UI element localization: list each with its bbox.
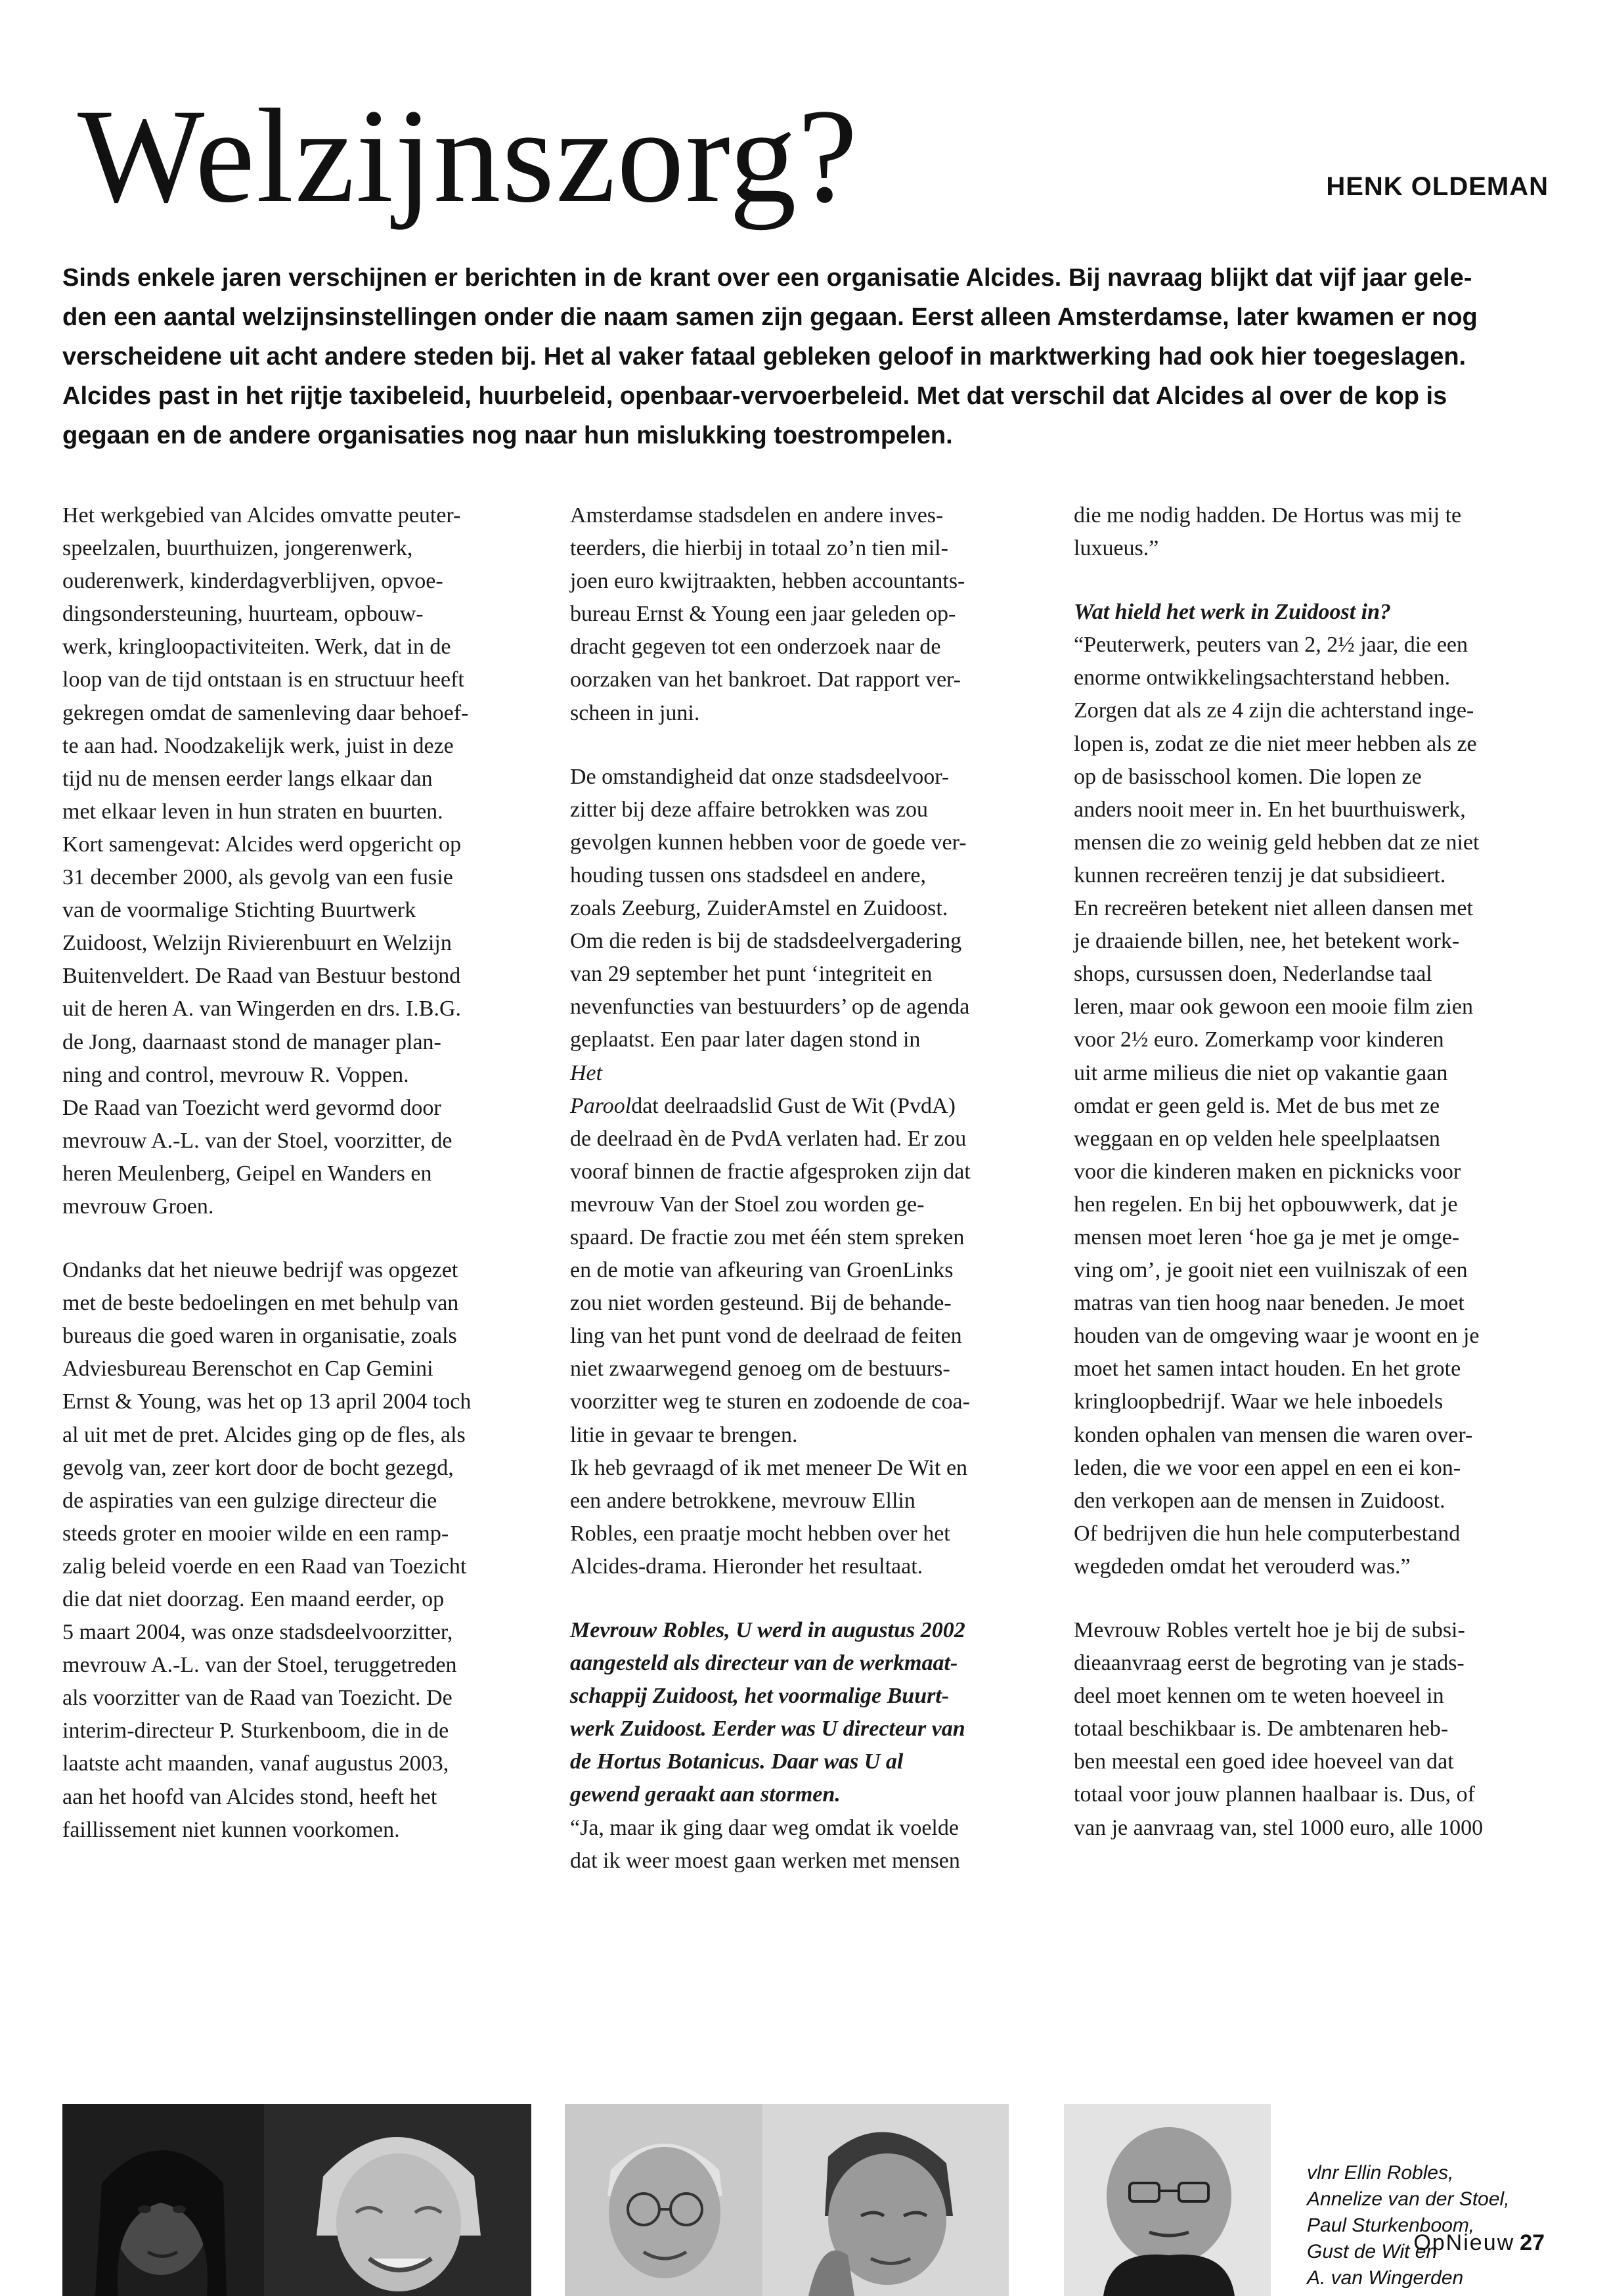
text-line: steeds groter en mooier wilde en een ramp-: [62, 1521, 449, 1546]
lead-line: Alcides past in het rijtje taxibeleid, huurbeleid, openbaar-vervoerbeleid. Met dat verschil dat Alcides al over de kop is: [62, 382, 1447, 410]
text-line: loop van de tijd ontstaan is en structuur heeft: [62, 667, 464, 692]
text-line: zou niet worden gesteund. Bij de behande-: [570, 1291, 952, 1316]
text-line: faillissement niet kunnen voorkomen.: [62, 1817, 400, 1842]
text-line: Het werkgebied van Alcides omvatte peuter-: [62, 503, 461, 528]
text-line: op de basisschool komen. Die lopen ze: [1074, 764, 1422, 789]
text-line: teerders, die hierbij in totaal zo’n tien mil-: [570, 536, 948, 561]
text-line: weggaan en op velden hele speelplaatsen: [1074, 1126, 1440, 1151]
text-line: van de voormalige Stichting Buurtwerk: [62, 898, 416, 923]
portrait-photo-paul-sturkenboom: [565, 2104, 762, 2296]
text-line: Buitenveldert. De Raad van Bestuur bestond: [62, 964, 461, 989]
text-line: Ondanks dat het nieuwe bedrijf was opgezet: [62, 1258, 458, 1283]
text-line: omdat er geen geld is. Met de bus met ze: [1074, 1093, 1440, 1118]
paragraph-gap: [570, 730, 1056, 761]
text-line: mensen die zo weinig geld hebben dat ze niet: [1074, 830, 1480, 855]
interview-question-line: werk Zuidoost. Eerder was U directeur van: [570, 1717, 965, 1742]
text-line: zoals Zeeburg, ZuiderAmstel en Zuidoost.: [570, 896, 948, 921]
text-line: Alcides-drama. Hieronder het resultaat.: [570, 1554, 923, 1579]
text-line: ling van het punt vond de deelraad de feiten: [570, 1324, 962, 1349]
photo-caption: [1307, 2160, 1583, 2291]
text-line: mevrouw Groen.: [62, 1194, 214, 1219]
text-line: zitter bij deze affaire betrokken was zou: [570, 797, 928, 822]
magazine-name: OpNieuw: [1413, 2230, 1515, 2255]
text-line: kunnen recreëren tenzij je dat subsidieert.: [1074, 863, 1446, 888]
text-line: moet het samen intact houden. En het grote: [1074, 1357, 1461, 1382]
text-line: “Ja, maar ik ging daar weg omdat ik voelde: [570, 1815, 959, 1840]
text-line: leden, die we voor een appel en een ei kon-: [1074, 1455, 1461, 1480]
text-line: scheen in juni.: [570, 700, 700, 725]
interview-question-line: schappij Zuidoost, het voormalige Buurt-: [570, 1684, 950, 1709]
text-line: voorzitter weg te sturen en zodoende de coa-: [570, 1389, 970, 1414]
caption-line: vlnr Ellin Robles,: [1307, 2162, 1454, 2184]
text-column-1: [62, 499, 535, 1847]
text-line: dingsondersteuning, huurteam, opbouw-: [62, 602, 424, 627]
text-line: van 29 september het punt ‘integriteit en: [570, 962, 933, 987]
text-line: gevolgen kunnen hebben voor de goede ver-: [570, 830, 967, 855]
text-line: gekregen omdat de samenleving daar behoef-: [62, 700, 469, 725]
interview-question: Wat hield het werk in Zuidoost in?: [1074, 600, 1392, 625]
paragraph-gap: [62, 1223, 535, 1254]
text-line: geplaatst. Een paar later dagen stond in: [570, 1027, 921, 1052]
text-line: De omstandigheid dat onze stadsdeelvoor-: [570, 764, 950, 789]
text-line: [570, 1057, 1056, 1090]
text-line: als voorzitter van de Raad van Toezicht. De: [62, 1686, 452, 1711]
text-line: 31 december 2000, als gevolg van een fusie: [62, 865, 453, 890]
text-line: voor 2½ euro. Zomerkamp voor kinderen: [1074, 1027, 1444, 1052]
text-line: Zuidoost, Welzijn Rivierenbuurt en Welzijn: [62, 931, 452, 956]
text-line: Kort samengevat: Alcides werd opgericht op: [62, 832, 462, 857]
text-line: dracht gegeven tot een onderzoek naar de: [570, 635, 941, 660]
interview-question-line: aangesteld als directeur van de werkmaat-: [570, 1651, 958, 1676]
text-line: met de beste bedoelingen en met behulp van: [62, 1291, 459, 1316]
text-line: Ernst & Young, was het op 13 april 2004 toch: [62, 1389, 472, 1414]
text-column-2: [570, 499, 1056, 1878]
interview-question-line: gewend geraakt aan stormen.: [570, 1782, 841, 1807]
text-line: kringloopbedrijf. Waar we hele inboedels: [1074, 1389, 1444, 1414]
text-line: oorzaken van het bankroet. Dat rapport ver-: [570, 667, 961, 692]
text-line: je draaiende billen, nee, het betekent work-: [1074, 929, 1460, 954]
text-line: al uit met de pret. Alcides ging op de fles, als: [62, 1422, 466, 1447]
text-line: “Peuterwerk, peuters van 2, 2½ jaar, die een: [1074, 633, 1468, 658]
portrait-photo-a-van-wingerden: [1064, 2104, 1271, 2296]
text-line: heren Meulenberg, Geipel en Wanders en: [62, 1161, 432, 1186]
text-line: zalig beleid voerde en een Raad van Toezicht: [62, 1554, 467, 1579]
text-line: interim-directeur P. Sturkenboom, die in de: [62, 1719, 449, 1744]
text-line: enorme ontwikkelingsachterstand hebben.: [1074, 665, 1451, 690]
text-line: matras van tien hoog naar beneden. Je moet: [1074, 1291, 1465, 1316]
text-column-3: [1074, 499, 1547, 1845]
text-line: Robles, een praatje mocht hebben over het: [570, 1521, 950, 1546]
text-line: joen euro kwijtraakten, hebben accountants-: [570, 569, 965, 594]
text-line: uit arme milieus die niet op vakantie gaan: [1074, 1060, 1448, 1085]
text-line: te aan had. Noodzakelijk werk, juist in deze: [62, 733, 454, 758]
text-line: ning and control, mevrouw R. Voppen.: [62, 1062, 409, 1087]
text-line: ben meestal een goed idee hoeveel van dat: [1074, 1749, 1454, 1774]
text-line: nevenfuncties van bestuurders’ op de agenda: [570, 995, 970, 1020]
text-line: tijd nu de mensen eerder langs elkaar dan: [62, 766, 433, 791]
interview-question-line: de Hortus Botanicus. Daar was U al: [570, 1749, 904, 1774]
text-line: met elkaar leven in hun straten en buurten.: [62, 799, 443, 824]
text-line: bureaus die goed waren in organisatie, zoals: [62, 1324, 457, 1349]
text-line: totaal voor jouw plannen haalbaar is. Dus, of: [1074, 1782, 1475, 1807]
portrait-photo-ellin-robles: [62, 2104, 264, 2296]
text-line: mevrouw Van der Stoel zou worden ge-: [570, 1192, 925, 1217]
text-line: die me nodig hadden. De Hortus was mij te: [1074, 503, 1462, 528]
text-line: een andere betrokkene, mevrouw Ellin: [570, 1488, 915, 1513]
text-line: en de motie van afkeuring van GroenLinks: [570, 1258, 954, 1283]
text-line-rest: dat deelraadslid Gust de Wit (PvdA): [631, 1093, 956, 1118]
text-line: deel moet kennen om te weten hoeveel in: [1074, 1684, 1444, 1709]
lead-line: den een aantal welzijnsinstellingen onder die naam samen zijn gegaan. Eerst alleen Amsterdamse, later kwamen er nog: [62, 304, 1478, 331]
text-line: vooraf binnen de fractie afgesproken zijn dat: [570, 1159, 971, 1184]
text-line: lopen is, zodat ze die niet meer hebben als ze: [1074, 731, 1477, 756]
text-line: laatste acht maanden, vanaf augustus 2003,: [62, 1751, 449, 1776]
caption-line: A. van Wingerden: [1307, 2267, 1464, 2289]
text-line: leren, maar ook gewoon een mooie film zien: [1074, 995, 1473, 1020]
newspaper-name: Het: [570, 1060, 603, 1085]
text-line: Amsterdamse stadsdelen en andere inves-: [570, 503, 944, 528]
text-line: anders nooit meer in. En het buurthuiswerk,: [1074, 797, 1466, 822]
text-line: Mevrouw Robles vertelt hoe je bij de subsi-: [1074, 1618, 1465, 1642]
text-line: den verkopen aan de mensen in Zuidoost.: [1074, 1488, 1445, 1513]
text-line: De Raad van Toezicht werd gevormd door: [62, 1095, 441, 1120]
text-line: houden van de omgeving waar je woont en je: [1074, 1324, 1480, 1349]
text-line: Adviesbureau Berenschot en Cap Gemini: [62, 1357, 433, 1382]
portrait-photo-annelize-van-der-stoel: [264, 2104, 531, 2296]
text-line: Om die reden is bij de stadsdeelvergadering: [570, 929, 962, 954]
text-line: 5 maart 2004, was onze stadsdeelvoorzitter,: [62, 1620, 453, 1645]
text-line: van je aanvraag van, stel 1000 euro, alle 1000: [1074, 1815, 1484, 1840]
text-line: mevrouw A.-L. van der Stoel, voorzitter, de: [62, 1128, 452, 1153]
text-line: bureau Ernst & Young een jaar geleden op-: [570, 602, 956, 627]
text-line: Ik heb gevraagd of ik met meneer De Wit en: [570, 1455, 968, 1480]
text-line: [570, 1090, 1056, 1123]
page-number: 27: [1520, 2230, 1545, 2255]
text-line: de aspiraties van een gulzige directeur die: [62, 1488, 437, 1513]
text-line: wegdeden omdat het verouderd was.”: [1074, 1554, 1411, 1579]
article-title: Welzijnszorg?: [77, 81, 859, 231]
text-line: mensen moet leren ‘hoe ga je met je omge-: [1074, 1225, 1460, 1249]
text-line: de deelraad èn de PvdA verlaten had. Er zou: [570, 1126, 967, 1151]
text-line: mevrouw A.-L. van der Stoel, teruggetreden: [62, 1653, 457, 1678]
caption-line: Gust de Wit en: [1307, 2241, 1438, 2262]
newspaper-name: Parool: [570, 1093, 632, 1118]
text-line: En recreëren betekent niet alleen dansen met: [1074, 896, 1473, 921]
text-line: die dat niet doorzag. Een maand eerder, op: [62, 1587, 445, 1611]
text-line: speelzalen, buurthuizen, jongerenwerk,: [62, 536, 413, 561]
lead-paragraph: [62, 258, 1553, 455]
text-line: de Jong, daarnaast stond de manager plan-: [62, 1029, 441, 1054]
text-line: shops, cursussen doen, Nederlandse taal: [1074, 962, 1432, 987]
text-line: aan het hoofd van Alcides stond, heeft het: [62, 1784, 437, 1809]
text-line: konden ophalen van mensen die waren over-: [1074, 1422, 1473, 1447]
text-line: spaard. De fractie zou met één stem spreken: [570, 1225, 965, 1249]
text-line: dat ik weer moest gaan werken met mensen: [570, 1848, 960, 1873]
lead-line: verscheidene uit acht andere steden bij. Het al vaker fataal gebleken geloof in marktwerking had ook hier toegeslagen.: [62, 343, 1466, 371]
text-line: hen regelen. En bij het opbouwwerk, dat je: [1074, 1192, 1458, 1217]
page-footer: [1413, 2230, 1545, 2256]
text-line: dieaanvraag eerst de begroting van je stads-: [1074, 1651, 1465, 1676]
text-line: Zorgen dat als ze 4 zijn die achterstand inge-: [1074, 698, 1474, 723]
text-line: litie in gevaar te brengen.: [570, 1422, 798, 1447]
text-line: voor die kinderen maken en picknicks voor: [1074, 1159, 1461, 1184]
caption-line: Paul Sturkenboom,: [1307, 2215, 1475, 2236]
author-name: HENK OLDEMAN: [1326, 172, 1549, 201]
lead-line: Sinds enkele jaren verschijnen er berichten in de krant over een organisatie Alcides. Bij navraag blijkt dat vijf jaar gele-: [62, 264, 1472, 292]
text-line: totaal beschikbaar is. De ambtenaren heb-: [1074, 1717, 1449, 1742]
text-line: ouderenwerk, kinderdagverblijven, opvoe-: [62, 569, 443, 594]
text-line: houding tussen ons stadsdeel en andere,: [570, 863, 926, 888]
portrait-photo-gust-de-wit: [762, 2104, 1009, 2296]
interview-question-line: Mevrouw Robles, U werd in augustus 2002: [570, 1618, 965, 1642]
lead-line: gegaan en de andere organisaties nog naar hun mislukking toestrompelen.: [62, 422, 953, 449]
text-line: niet zwaarwegend genoeg om de bestuurs-: [570, 1357, 950, 1382]
text-line: uit de heren A. van Wingerden en drs. I.B.G.: [62, 997, 462, 1022]
text-line: ving om’, je gooit niet een vuilniszak of een: [1074, 1258, 1468, 1283]
text-line: Of bedrijven die hun hele computerbestand: [1074, 1521, 1461, 1546]
text-line: luxueus.”: [1074, 536, 1159, 561]
text-line: werk, kringloopactiviteiten. Werk, dat in de: [62, 635, 451, 660]
caption-line: Annelize van der Stoel,: [1307, 2188, 1510, 2210]
text-line: gevolg van, zeer kort door de bocht gezegd,: [62, 1455, 454, 1480]
